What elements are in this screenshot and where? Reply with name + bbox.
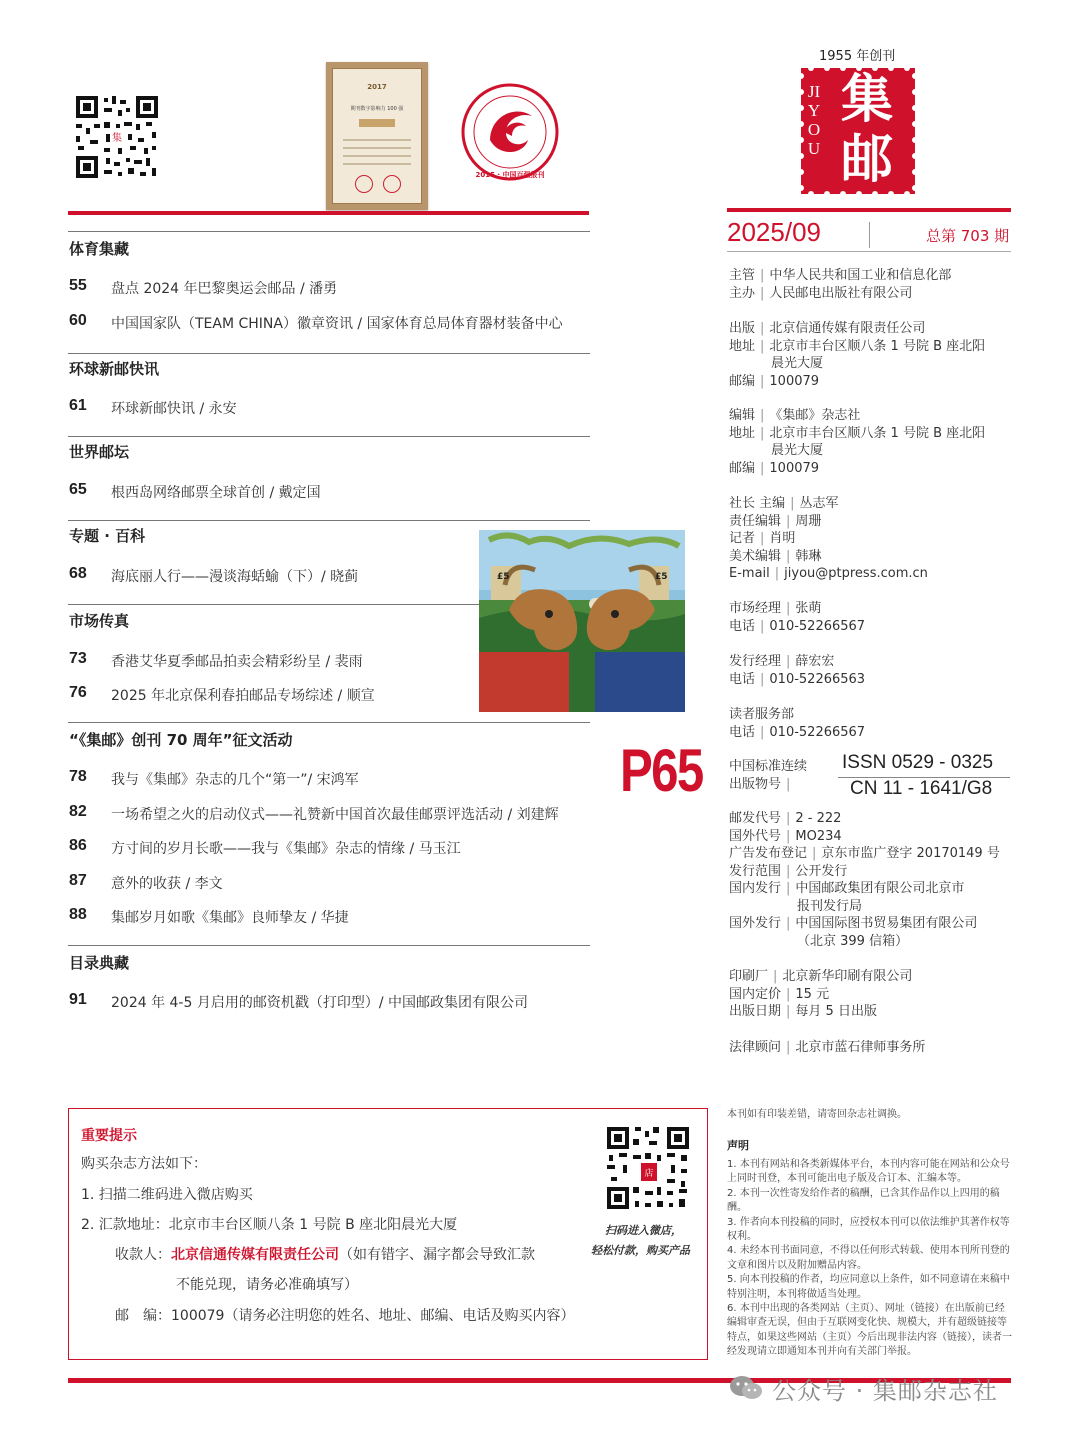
toc-article-title: 我与《集邮》杂志的几个“第一”/ 宋鸿军 — [111, 772, 359, 788]
notice-recipient-note-2: 不能兑现，请务必准确填写） — [176, 1277, 358, 1293]
masthead-separator: | — [786, 548, 791, 564]
toc-item[interactable] — [69, 837, 599, 857]
masthead-value: 100079 — [769, 460, 820, 476]
masthead-separator: | — [786, 811, 791, 826]
masthead-row — [729, 565, 928, 583]
toc-page-number: 68 — [69, 565, 87, 582]
section-divider — [68, 231, 590, 232]
masthead-value: 中国国际图书贸易集团有限公司 — [795, 916, 978, 931]
certificate-image — [326, 62, 428, 210]
postcode-value: 100079（请务必注明您的姓名、地址、邮编、电话及购买内容） — [171, 1308, 575, 1324]
toc-section-title: 环球新邮快讯 — [69, 360, 160, 378]
masthead-value: 北京新华印刷有限公司 — [782, 969, 913, 984]
masthead-label: 电话 — [729, 724, 756, 740]
masthead-label: 美术编辑 — [729, 548, 782, 564]
masthead-value-continued: 晨光大厦 — [771, 356, 824, 371]
masthead-row — [729, 986, 829, 1004]
masthead-row — [729, 600, 821, 618]
toc-item[interactable] — [69, 277, 599, 297]
masthead-separator: | — [760, 531, 765, 546]
masthead-separator: | — [790, 496, 795, 511]
masthead-row — [729, 267, 951, 285]
toc-page-number: 87 — [69, 872, 87, 889]
toc-page-number: 86 — [69, 837, 87, 854]
masthead-label: 地址 — [729, 425, 756, 441]
masthead-separator: | — [786, 513, 791, 529]
masthead-label: 邮发代号 — [729, 811, 782, 826]
toc-article-title: 香港艾华夏季邮品拍卖会精彩纷呈 / 裴雨 — [111, 654, 363, 670]
toc-section-title: 体育集藏 — [69, 240, 130, 258]
masthead-row — [729, 320, 925, 338]
phoenix-badge-icon — [460, 82, 560, 182]
masthead-label: 电话 — [729, 671, 756, 687]
toc-page-number: 82 — [69, 803, 87, 820]
notice-postcode — [115, 1305, 574, 1325]
masthead-value: 《集邮》杂志社 — [769, 408, 861, 423]
masthead-row — [729, 285, 912, 303]
masthead-row — [729, 460, 819, 478]
masthead-value: 肖明 — [769, 531, 796, 546]
section-divider — [68, 520, 590, 521]
stamp-sheet-image — [479, 530, 685, 712]
disclaimer-item: 2. 本刊一次性寄发给作者的稿酬，已含其作品作以上四用的稿酬。 — [727, 1187, 1000, 1214]
masthead-label: 国内定价 — [729, 986, 782, 1002]
toc-item[interactable] — [69, 768, 599, 788]
masthead-value: 2 - 222 — [795, 811, 842, 826]
toc-article-title: 方寸间的岁月长歌——我与《集邮》杂志的情缘 / 马玉江 — [111, 841, 461, 857]
disclaimer-item: 5. 向本刊投稿的作者，均应同意以上条件，如不同意请在来稿中特别注明，本刊将做适当处理。 — [727, 1274, 1010, 1300]
masthead-label: 主办 — [729, 285, 756, 301]
disclaimer-item: 1. 本刊有网站和各类新媒体平台，本刊内容可能在网站和公众号上同时刊登，本刊可能出电子版及合订本、汇编本等。 — [727, 1159, 1010, 1185]
masthead-label: 出版日期 — [729, 1004, 782, 1019]
masthead-value: 京东市监广登字 20170149 号 — [821, 846, 1000, 861]
top-right-red-rule — [727, 208, 1011, 212]
masthead-label: 编辑 — [729, 408, 756, 423]
issn-label — [729, 758, 807, 794]
masthead-row — [729, 530, 795, 548]
masthead-label: 市场经理 — [729, 601, 782, 616]
qr-code-icon — [605, 1125, 691, 1211]
qr-code-icon — [74, 94, 160, 180]
notice-box — [68, 1108, 708, 1360]
award-badge-text: 2015 · 中国百强报刊 — [475, 171, 545, 179]
masthead-value: 张萌 — [795, 601, 822, 616]
toc-item[interactable] — [69, 312, 599, 332]
masthead-value: 中华人民共和国工业和信息化部 — [769, 268, 952, 283]
masthead-value: 北京市蓝石律师事务所 — [795, 1040, 926, 1055]
masthead-value: 010-52266567 — [769, 618, 866, 634]
masthead-value: 公开发行 — [795, 863, 848, 879]
masthead-label: 主管 — [729, 268, 756, 283]
masthead-value: 中国邮政集团有限公司北京市 — [795, 881, 965, 896]
disclaimer-item: 3. 作者向本刊投稿的同时，应授权本刊可以依法维护其著作权等权利。 — [727, 1216, 1010, 1243]
masthead-value: 北京市丰台区顺八条 1 号院 B 座北阳 — [769, 338, 986, 354]
toc-article-title: 2024 年 4-5 月启用的邮资机戳（打印型）/ 中国邮政集团有限公司 — [111, 995, 529, 1011]
cn-number: CN 11 - 1641/G8 — [850, 778, 993, 799]
masthead-row — [729, 495, 839, 513]
toc-article-title: 中国国家队（TEAM CHINA）徽章资讯 / 国家体育总局体育器材装备中心 — [111, 316, 563, 332]
masthead-separator: | — [760, 285, 765, 301]
masthead-value-continued: 报刊发行局 — [797, 898, 863, 914]
logo-pinyin: JIYOU — [807, 82, 821, 158]
certificate-title: 期刊数字影响力 100 强 — [350, 106, 404, 112]
masthead-separator: | — [760, 618, 765, 634]
masthead-row — [729, 338, 985, 356]
masthead-row — [729, 880, 964, 898]
masthead-separator: | — [760, 724, 765, 740]
masthead-label: 出版 — [729, 321, 756, 336]
toc-item[interactable] — [69, 397, 599, 417]
wechat-icon — [728, 1374, 764, 1402]
toc-article-title: 根西岛网络邮票全球首创 / 戴定国 — [111, 485, 321, 501]
masthead-separator: | — [773, 969, 778, 984]
section-divider — [68, 722, 590, 723]
masthead-separator: | — [786, 1004, 791, 1019]
toc-page-number: 55 — [69, 277, 87, 294]
toc-item[interactable] — [69, 803, 599, 823]
masthead-label: 社长 主编 — [729, 496, 786, 511]
masthead-separator: | — [774, 566, 780, 581]
top-left-red-rule — [68, 211, 589, 215]
toc-section-title: 专题 · 百科 — [69, 527, 146, 545]
watermark-text: 公众号 · 集邮杂志社 — [772, 1376, 998, 1405]
masthead-label: 国外代号 — [729, 828, 782, 844]
masthead-row — [729, 425, 985, 443]
issn-label-line1: 中国标准连续 — [729, 759, 808, 774]
masthead-separator: | — [760, 671, 765, 687]
toc-article-title: 集邮岁月如歌《集邮》良师挚友 / 华捷 — [111, 910, 349, 926]
masthead-row — [729, 671, 865, 689]
section-divider — [68, 436, 590, 437]
masthead-label: 发行范围 — [729, 863, 782, 879]
masthead-label: 国外发行 — [729, 916, 782, 931]
masthead-separator: | — [786, 828, 791, 844]
masthead-row — [729, 373, 819, 391]
masthead-value: 北京市丰台区顺八条 1 号院 B 座北阳 — [769, 425, 986, 441]
masthead-row — [729, 548, 821, 566]
toc-article-title: 2025 年北京保利春拍邮品专场综述 / 顺宣 — [111, 688, 375, 704]
masthead-label: 邮编 — [729, 460, 756, 476]
masthead-row — [729, 653, 834, 671]
certificate-year: 2017 — [367, 83, 387, 91]
stamp-value-left: £5 — [497, 572, 510, 582]
masthead-row — [729, 407, 860, 425]
stamp-value-right: £5 — [655, 572, 668, 582]
issue-divider — [869, 222, 870, 248]
masthead-value: 100079 — [769, 373, 820, 389]
notice-title: 重要提示 — [81, 1128, 137, 1144]
masthead-row — [729, 828, 842, 846]
masthead-label: 国内发行 — [729, 881, 782, 896]
masthead-separator: | — [760, 268, 765, 283]
masthead-value: 人民邮电出版社有限公司 — [769, 285, 913, 301]
recipient-name: 北京信通传媒有限责任公司 — [171, 1247, 339, 1263]
toc-page-number: 65 — [69, 481, 87, 498]
notice-recipient — [115, 1244, 535, 1264]
masthead-row — [729, 724, 865, 742]
svg-text:店: 店 — [644, 1169, 654, 1179]
masthead-separator: | — [812, 846, 817, 861]
notice-intro: 购买杂志方法如下： — [81, 1156, 207, 1172]
masthead-separator: | — [760, 321, 765, 336]
svg-text:集: 集 — [112, 133, 122, 144]
recipient-note: （如有错字、漏字都会导致汇款 — [339, 1247, 535, 1263]
notice-step-2: 2. 汇款地址：北京市丰台区顺八条 1 号院 B 座北阳晨光大厦 — [81, 1217, 458, 1233]
masthead-value: 15 元 — [795, 986, 830, 1002]
issue-date: 2025/09 — [727, 217, 821, 247]
masthead-label: 记者 — [729, 531, 756, 546]
issn-label-line2: 出版物号 | — [729, 777, 791, 792]
award-badge — [460, 82, 560, 182]
masthead-value-continued: 晨光大厦 — [771, 443, 824, 458]
masthead-row — [729, 968, 912, 986]
masthead-row — [729, 513, 821, 531]
masthead-separator: | — [786, 601, 791, 616]
masthead-row — [729, 1039, 925, 1057]
toc-page-number: 91 — [69, 991, 87, 1008]
section-divider — [68, 945, 590, 946]
masthead-row — [729, 706, 794, 724]
toc-page-number: 61 — [69, 397, 87, 414]
goats-stamp-icon — [479, 530, 685, 712]
logo-characters: 集邮 — [840, 69, 893, 190]
toc-page-number: 60 — [69, 312, 87, 329]
masthead-value: 北京信通传媒有限责任公司 — [769, 321, 926, 336]
qr-caption-2: 轻松付款，购买产品 — [591, 1244, 690, 1257]
qr-caption-1: 扫码进入微店， — [605, 1224, 682, 1237]
issn-label-text: 出版物号 — [729, 777, 782, 792]
masthead-value: MO234 — [795, 828, 842, 844]
section-divider — [68, 353, 590, 354]
masthead-separator: | — [760, 425, 765, 441]
issue-underline — [727, 251, 1011, 252]
masthead-separator: | — [786, 881, 791, 896]
masthead-value: 薛宏宏 — [795, 654, 835, 669]
toc-page-number: 88 — [69, 906, 87, 923]
masthead-row — [729, 915, 977, 933]
masthead-label: 广告发布登记 — [729, 846, 808, 861]
masthead-row — [729, 1003, 877, 1021]
masthead-separator: | — [760, 338, 765, 354]
toc-page-number: 76 — [69, 684, 87, 701]
stamp-page-caption: P65 — [620, 737, 703, 804]
masthead-value: 韩琳 — [795, 548, 822, 564]
toc-section-title: 世界邮坛 — [69, 443, 130, 461]
masthead-label: 印刷厂 — [729, 969, 769, 984]
masthead-value-continued: （北京 399 信箱） — [797, 933, 909, 949]
masthead-value: 每月 5 日出版 — [795, 1004, 877, 1019]
masthead-separator: | — [786, 863, 791, 879]
toc-article-title: 环球新邮快讯 / 永安 — [111, 401, 237, 417]
toc-section-title: 目录典藏 — [69, 954, 130, 972]
masthead-label: E-mail — [729, 566, 770, 581]
toc-article-title: 盘点 2024 年巴黎奥运会邮品 / 潘勇 — [111, 281, 338, 297]
masthead-value[interactable]: jiyou@ptpress.com.cn — [784, 566, 928, 581]
qr-code-top — [74, 94, 160, 180]
toc-article-title: 海底丽人行——漫谈海蛞蝓（下）/ 晓蓟 — [111, 569, 359, 585]
toc-page-number: 78 — [69, 768, 87, 785]
masthead-label: 地址 — [729, 338, 756, 354]
masthead-row — [729, 863, 847, 881]
masthead-separator: | — [760, 460, 765, 476]
masthead-separator: | — [786, 916, 791, 931]
toc-article-title: 一场希望之火的启动仪式——礼赞新中国首次最佳邮票评选活动 / 刘建辉 — [111, 807, 559, 823]
issue-total: 总第 703 期 — [926, 227, 1010, 245]
magazine-logo — [801, 68, 915, 194]
toc-item[interactable] — [69, 991, 599, 1011]
qr-code-shop — [605, 1125, 691, 1211]
masthead-row — [729, 618, 865, 636]
masthead-value: 010-52266567 — [769, 724, 866, 740]
masthead-label: 电话 — [729, 618, 756, 634]
masthead-separator: | — [760, 408, 765, 423]
masthead-label: 读者服务部 — [729, 707, 795, 722]
toc-item[interactable] — [69, 906, 599, 926]
disclaimer-note: 本刊如有印装差错，请寄回杂志社调换。 — [727, 1109, 907, 1120]
founded-label: 1955 年创刊 — [819, 49, 896, 64]
masthead-label: 责任编辑 — [729, 513, 782, 529]
masthead-label: 法律顾问 — [729, 1040, 782, 1055]
disclaimer-item: 6. 本刊中出现的各类网站（主页）、网址（链接）在出版前已经编辑审查无误，但由于互联网变化快、规模大，并有超级链接等特点，如果这些网站（主页）今后出现非法内容（链接），读者一经发现请立即通知本刊并向有关部门举报。 — [727, 1303, 1012, 1358]
masthead-separator: | — [786, 1040, 791, 1055]
disclaimer-item: 4. 未经本刊书面同意，不得以任何形式转载、使用本刊所刊登的文章和图片以及附加赠品内容。 — [727, 1245, 1010, 1271]
toc-page-number: 73 — [69, 650, 87, 667]
notice-step-1: 1. 扫描二维码进入微店购买 — [81, 1187, 253, 1203]
toc-section-title: “《集邮》创刊 70 周年”征文活动 — [69, 731, 293, 749]
postcode-label: 邮 编： — [115, 1308, 171, 1324]
masthead-separator: | — [786, 986, 791, 1002]
toc-section-title: 市场传真 — [69, 612, 130, 630]
masthead-row — [729, 845, 1000, 863]
masthead-separator: | — [760, 373, 765, 389]
masthead-label: 邮编 — [729, 373, 756, 389]
toc-item[interactable] — [69, 481, 599, 501]
masthead-row — [729, 810, 841, 828]
masthead-label: 发行经理 — [729, 654, 782, 669]
recipient-label: 收款人： — [115, 1247, 171, 1263]
masthead-value: 010-52266563 — [769, 671, 866, 687]
watermark — [728, 1368, 998, 1408]
toc-article-title: 意外的收获 / 李文 — [111, 876, 223, 892]
disclaimer-title: 声明 — [727, 1139, 749, 1152]
issn-number: ISSN 0529 - 0325 — [842, 752, 994, 773]
toc-item[interactable] — [69, 872, 599, 892]
masthead-value: 丛志军 — [799, 496, 839, 511]
disclaimer-list — [727, 1158, 1012, 1360]
masthead-value: 周珊 — [795, 513, 822, 529]
masthead-separator: | — [786, 654, 791, 669]
